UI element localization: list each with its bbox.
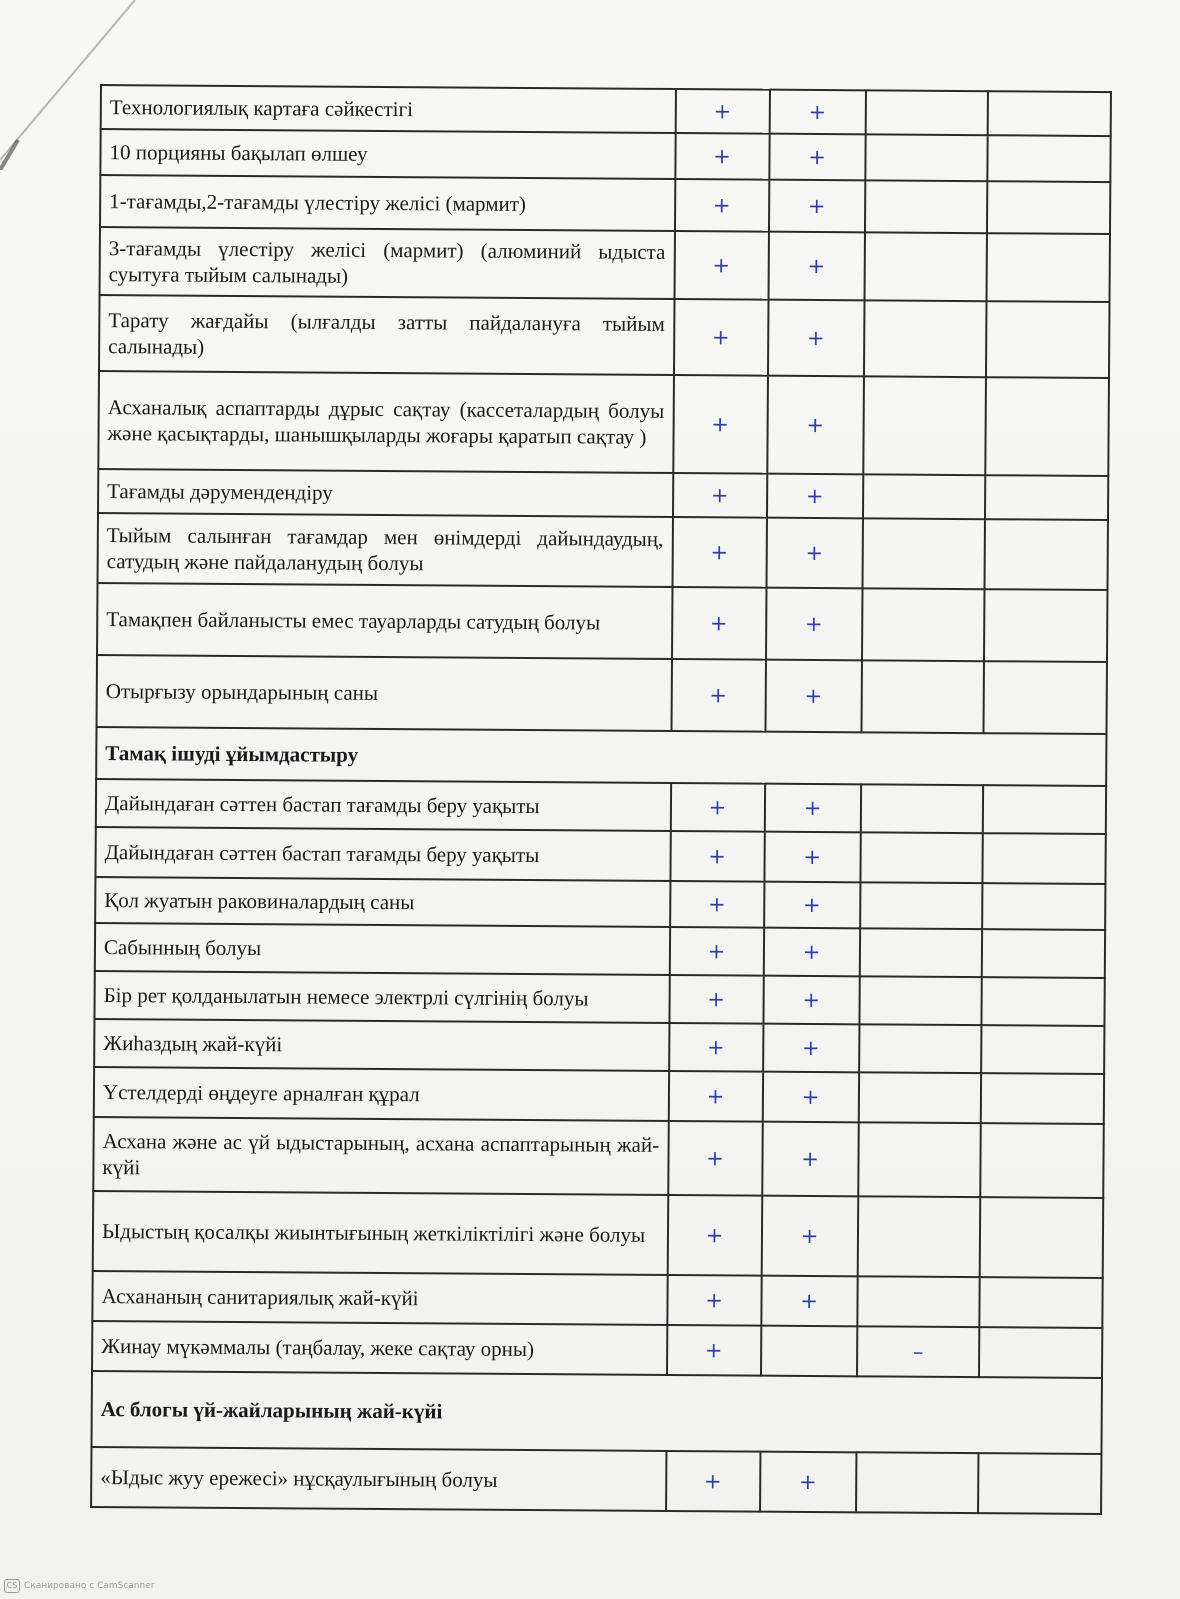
mark-cell-col2: + — [767, 474, 863, 519]
mark-cell-col2: + — [764, 882, 860, 929]
table-row — [93, 1191, 1104, 1278]
mark-cell-col4 — [982, 977, 1105, 1026]
criterion-label: Қол жуатын раковиналардың саны — [95, 877, 670, 927]
mark-cell-col3 — [858, 1122, 981, 1197]
table-row — [95, 827, 1105, 884]
mark-cell-col4 — [985, 519, 1108, 590]
mark-cell-col1: + — [670, 881, 764, 928]
mark-cell-col4 — [986, 377, 1109, 476]
mark-cell-col4 — [981, 1073, 1104, 1124]
criterion-label: Жиһаздың жай-күйі — [94, 1019, 669, 1071]
table-row — [95, 877, 1105, 930]
mark-cell-col4 — [984, 589, 1107, 662]
table-row — [92, 1271, 1102, 1328]
table-row — [97, 655, 1107, 734]
criterion-label: 3-тағамды үлестіру желісі (мармит) (алюминий ыдыста суытуға тыйым салынады) — [100, 227, 675, 299]
mark-cell-col4 — [987, 181, 1110, 234]
mark-cell-col1: + — [671, 587, 766, 660]
mark-cell-col2: + — [766, 518, 863, 589]
mark-cell-col4 — [983, 785, 1106, 834]
mark-cell-col3 — [865, 134, 988, 181]
mark-cell-col2: + — [769, 180, 865, 233]
mark-cell-col1: + — [672, 473, 766, 518]
table-row — [98, 371, 1109, 476]
mark-cell-col1: + — [667, 1275, 761, 1326]
table-row — [94, 1019, 1104, 1074]
mark-cell-col2: + — [767, 376, 864, 475]
criterion-label: Асхана және ас үй ыдыстарының, асхана аспаптарының жай-күйі — [93, 1117, 668, 1195]
mark-cell-col3 — [865, 90, 988, 135]
mark-cell-col2: + — [762, 1122, 859, 1197]
mark-cell-col4 — [980, 1277, 1103, 1328]
table-row — [96, 779, 1106, 834]
criterion-label: Технологиялық картаға сәйкестігі — [101, 85, 676, 133]
section-heading: Тамақ ішуді ұйымдастыру — [96, 727, 1106, 786]
mark-cell-col2: + — [765, 660, 862, 733]
mark-cell-col1: + — [669, 927, 763, 976]
criterion-label: Асхананың санитариялық жай-күйі — [92, 1271, 667, 1325]
mark-cell-col1: + — [672, 517, 767, 588]
criterion-label: Дайындаған сәттен бастап тағамды беру уақыты — [96, 779, 671, 831]
criterion-label: 1-тағамды,2-тағамды үлестіру желісі (мармит) — [100, 175, 675, 231]
criterion-label: Тарату жағдайы (ылғалды затты пайдалануға тыйым салынады) — [99, 295, 674, 375]
mark-cell-col4 — [986, 301, 1109, 378]
mark-cell-col4 — [981, 1123, 1104, 1198]
mark-cell-col3 — [865, 180, 988, 233]
mark-cell-col1: + — [674, 179, 768, 232]
mark-cell-col4 — [984, 661, 1107, 734]
mark-cell-col3 — [857, 1196, 980, 1277]
mark-cell-col4 — [982, 883, 1105, 930]
mark-cell-col2: + — [764, 784, 860, 833]
criterion-label: Асханалық аспаптарды дұрыс сақтау (кассеталардың болуы және қасықтарды, шанышқыларды жоғары қаратып сақтау ) — [98, 371, 673, 473]
criterion-label: Ыдыстың қосалқы жиынтығының жеткіліктілігі және болуы — [93, 1191, 668, 1275]
mark-cell-col2: + — [760, 1452, 856, 1513]
table-row — [98, 469, 1108, 520]
mark-cell-col1: + — [671, 659, 766, 732]
section-heading: Ас блогы үй-жайларының жай-күйі — [91, 1371, 1102, 1454]
section-row — [91, 1371, 1102, 1454]
mark-cell-col1: + — [668, 1071, 762, 1122]
mark-cell-col4 — [988, 91, 1111, 136]
mark-cell-col3 — [857, 1276, 980, 1327]
scanner-watermark — [4, 1579, 154, 1593]
mark-cell-col2: + — [761, 1276, 857, 1327]
mark-cell-col3 — [859, 1024, 982, 1073]
mark-cell-col2: + — [769, 134, 865, 181]
mark-cell-col1: + — [667, 1325, 761, 1376]
table-row — [91, 1447, 1101, 1514]
mark-cell-col1: + — [666, 1451, 760, 1512]
mark-cell-col4 — [980, 1197, 1103, 1278]
mark-cell-col1: + — [674, 231, 769, 300]
mark-cell-col1: + — [675, 89, 769, 134]
criterion-label: Тағамды дәрумендендіру — [98, 469, 673, 517]
table-row — [98, 513, 1108, 590]
mark-cell-col4 — [979, 1327, 1102, 1378]
mark-cell-col4 — [978, 1453, 1101, 1514]
criterion-label: Дайындаған сәттен бастап тағамды беру уақыты — [95, 827, 670, 881]
mark-cell-col3 — [863, 376, 986, 475]
mark-cell-col2: + — [763, 1024, 859, 1073]
criterion-label: Отырғызу орындарының саны — [97, 655, 672, 731]
mark-cell-col3 — [862, 518, 985, 589]
table-row — [101, 85, 1111, 136]
mark-cell-col1: + — [667, 1195, 762, 1276]
mark-cell-col3 — [856, 1452, 979, 1513]
mark-cell-col3 — [858, 1072, 981, 1123]
mark-cell-col2: + — [763, 928, 859, 977]
mark-cell-col2: + — [768, 232, 865, 301]
mark-cell-col1: + — [673, 299, 768, 376]
mark-cell-col1: + — [670, 831, 764, 882]
section-row — [96, 727, 1106, 786]
table-row — [93, 1117, 1103, 1198]
mark-cell-col4 — [981, 1025, 1104, 1074]
table-row — [95, 923, 1105, 978]
criterion-label: Бір рет қолданылатын немесе электрлі сүлгінің болуы — [94, 971, 669, 1023]
table-row — [100, 129, 1110, 182]
table-row — [94, 971, 1104, 1026]
camscanner-logo-icon: CS — [4, 1579, 20, 1593]
mark-cell-col2: + — [766, 588, 863, 661]
criterion-label: Тамақпен байланысты емес тауарларды сатудың болуы — [97, 583, 672, 659]
mark-cell-col1: + — [675, 133, 769, 180]
table-row — [99, 295, 1110, 378]
criterion-label: Тыйым салынған тағамдар мен өнімдерді дайындаудың, сатудың және пайдаланудың болуы — [98, 513, 673, 587]
mark-cell-col2: + — [764, 832, 860, 883]
mark-cell-col2: + — [763, 976, 859, 1025]
table-row — [97, 583, 1107, 662]
mark-cell-col1: + — [668, 1121, 763, 1196]
criterion-label: Үстелдерді өңдеуге арналған құрал — [94, 1067, 669, 1121]
table-row — [100, 175, 1110, 234]
mark-cell-col4 — [988, 135, 1111, 182]
mark-cell-col3: – — [857, 1326, 980, 1377]
checklist-body — [91, 85, 1111, 1514]
table-row — [100, 227, 1110, 302]
inspection-checklist-table — [90, 84, 1112, 1515]
mark-cell-col4 — [987, 233, 1110, 302]
criterion-label: «Ыдыс жуу ережесі» нұсқаулығының болуы — [91, 1447, 666, 1511]
mark-cell-col1: + — [669, 1023, 763, 1072]
mark-cell-col3 — [860, 784, 983, 833]
mark-cell-col3 — [864, 300, 987, 377]
mark-cell-col2: + — [762, 1072, 858, 1123]
scanner-caption: Сканировано с CamScanner — [24, 1581, 155, 1591]
mark-cell-col1: + — [670, 783, 764, 832]
mark-cell-col4 — [983, 833, 1106, 884]
mark-cell-col3 — [862, 588, 985, 661]
criterion-label: Жинау мүкәммалы (таңбалау, жеке сақтау орны) — [92, 1321, 667, 1375]
mark-cell-col3 — [863, 474, 986, 519]
mark-cell-col3 — [859, 976, 982, 1025]
criterion-label: 10 порцияны бақылап өлшеу — [100, 129, 675, 179]
mark-cell-col2: + — [768, 300, 865, 377]
mark-cell-col3 — [861, 660, 984, 733]
mark-cell-col2: + — [769, 90, 865, 135]
mark-cell-col3 — [860, 832, 983, 883]
mark-cell-col2 — [761, 1326, 857, 1377]
criterion-label: Сабынның болуы — [95, 923, 670, 975]
table-row — [94, 1067, 1104, 1124]
mark-cell-col1: + — [669, 975, 763, 1024]
mark-cell-col1: + — [673, 375, 768, 474]
mark-cell-col4 — [982, 929, 1105, 978]
mark-cell-col4 — [985, 475, 1108, 520]
mark-cell-col3 — [864, 232, 987, 301]
table-row — [92, 1321, 1102, 1378]
mark-cell-col3 — [859, 928, 982, 977]
mark-cell-col3 — [860, 882, 983, 929]
mark-cell-col2: + — [761, 1196, 858, 1277]
